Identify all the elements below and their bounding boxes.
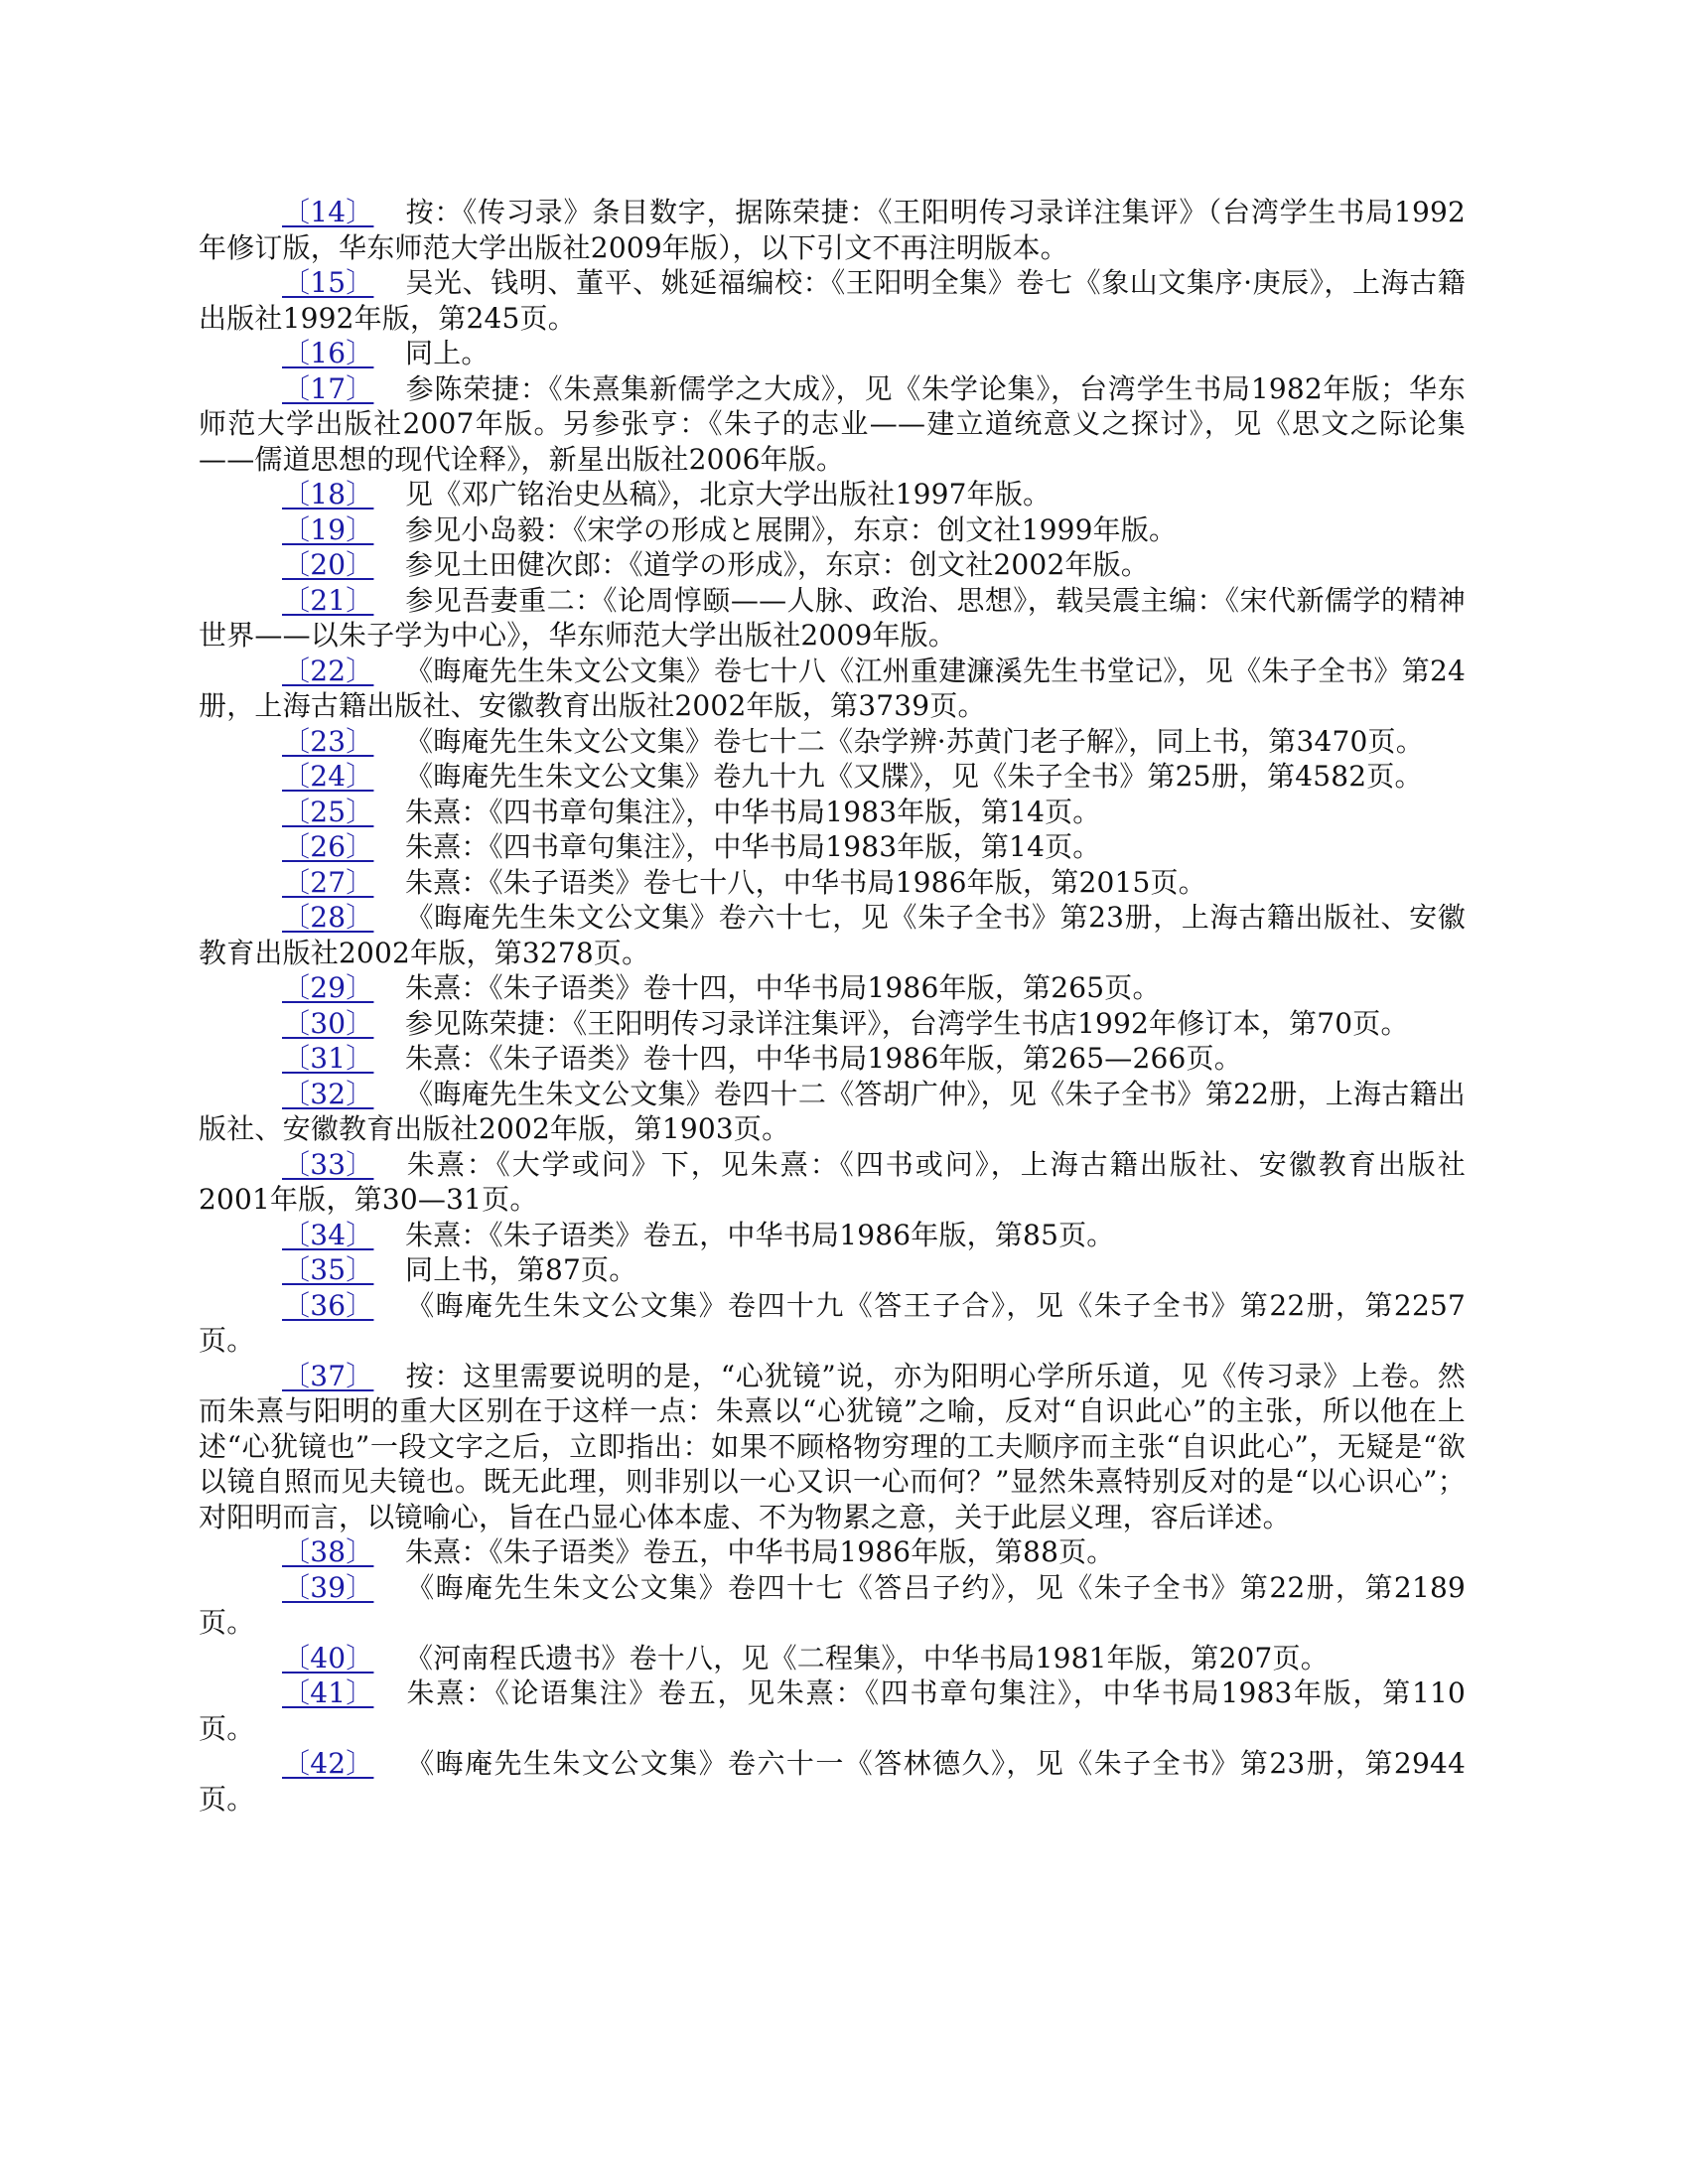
- footnote-ref-link[interactable]: 〔37〕: [282, 1359, 374, 1392]
- footnote-text: 见《邓广铭治史丛稿》，北京大学出版社1997年版。: [405, 478, 1052, 510]
- footnote: [199, 195, 1466, 265]
- footnote-ref-link[interactable]: 〔33〕: [282, 1147, 374, 1181]
- footnote: [199, 829, 1466, 865]
- footnote-text: 参见土田健次郎：《道学の形成》，东京：创文社2002年版。: [405, 548, 1150, 581]
- footnote-text: 《晦庵先生朱文公文集》卷七十八《江州重建濂溪先生书堂记》，见《朱子全书》第24册，上海古籍出版社、安徽教育出版社2002年版，第3739页。: [199, 654, 1466, 722]
- footnote: [199, 1077, 1466, 1147]
- footnote: [199, 1570, 1466, 1641]
- footnote-ref-link[interactable]: 〔24〕: [282, 760, 374, 793]
- footnote-ref-link[interactable]: 〔32〕: [282, 1077, 374, 1110]
- footnote-ref-link[interactable]: 〔40〕: [282, 1641, 374, 1674]
- footnote-ref-link[interactable]: 〔26〕: [282, 830, 374, 863]
- footnote-ref-link[interactable]: 〔34〕: [282, 1218, 374, 1251]
- footnote: [199, 1534, 1466, 1570]
- footnote-ref-link[interactable]: 〔42〕: [282, 1747, 374, 1780]
- footnote: [199, 1006, 1466, 1042]
- footnote: [199, 1641, 1466, 1676]
- footnote-ref-link[interactable]: 〔23〕: [282, 724, 374, 758]
- footnote-text: 《晦庵先生朱文公文集》卷七十二《杂学辨·苏黄门老子解》，同上书，第3470页。: [405, 724, 1424, 758]
- footnote: [199, 724, 1466, 760]
- footnote-text: 按：这里需要说明的是，“心犹镜”说，亦为阳明心学所乐道，见《传习录》上卷。然而朱熹与阳明的重大区别在于这样一点：朱熹以“心犹镜”之喻，反对“自识此心”的主张，所以他在上述“心犹镜也”一段文字之后，立即指出：如果不顾格物穷理的工夫顺序而主张“自识此心”，无疑是“欲以镜自照而见夫镜也。既无此理，则非别以一心又识一心而何？”显然朱熹特别反对的是“以心识心”；对阳明而言，以镜喻心，旨在凸显心体本虚、不为物累之意，关于此层义理，容后详述。: [199, 1359, 1466, 1533]
- footnote-ref-link[interactable]: 〔16〕: [282, 337, 374, 369]
- footnote: [199, 759, 1466, 795]
- footnote-text: 朱熹：《朱子语类》卷十四，中华书局1986年版，第265页。: [405, 971, 1161, 1004]
- footnote-ref-link[interactable]: 〔18〕: [282, 478, 374, 510]
- footnote-text: 朱熹：《论语集注》卷五，见朱熹：《四书章句集注》，中华书局1983年版，第110页。: [199, 1676, 1466, 1745]
- footnote-text: 《晦庵先生朱文公文集》卷九十九《又牒》，见《朱子全书》第25册，第4582页。: [405, 760, 1423, 793]
- footnote-ref-link[interactable]: 〔29〕: [282, 971, 374, 1004]
- footnote: [199, 371, 1466, 478]
- footnote: [199, 547, 1466, 583]
- footnote-text: 吴光、钱明、董平、姚延福编校：《王阳明全集》卷七《象山文集序·庚辰》，上海古籍出版社1992年版，第245页。: [199, 266, 1466, 335]
- footnote-text: 朱熹：《朱子语类》卷五，中华书局1986年版，第88页。: [405, 1535, 1115, 1568]
- footnote-text: 朱熹：《大学或问》下，见朱熹：《四书或问》，上海古籍出版社、安徽教育出版社2001年版，第30—31页。: [199, 1147, 1466, 1216]
- footnote-text: 《晦庵先生朱文公文集》卷六十七，见《朱子全书》第23册，上海古籍出版社、安徽教育出版社2002年版，第3278页。: [199, 901, 1466, 969]
- footnote-ref-link[interactable]: 〔31〕: [282, 1042, 374, 1075]
- footnote-text: 《晦庵先生朱文公文集》卷四十七《答吕子约》，见《朱子全书》第22册，第2189页。: [199, 1570, 1466, 1639]
- footnote-text: 朱熹：《四书章句集注》，中华书局1983年版，第14页。: [405, 830, 1101, 863]
- footnote: [199, 900, 1466, 970]
- footnote: [199, 512, 1466, 548]
- footnote: [199, 654, 1466, 724]
- footnote-ref-link[interactable]: 〔39〕: [282, 1570, 374, 1604]
- footnote-ref-link[interactable]: 〔27〕: [282, 865, 374, 899]
- footnote-text: 参见小岛毅：《宋学の形成と展開》，东京：创文社1999年版。: [405, 512, 1178, 546]
- footnote: [199, 1218, 1466, 1253]
- footnote: [199, 1746, 1466, 1817]
- footnote-text: 同上。: [405, 337, 490, 369]
- footnote-ref-link[interactable]: 〔19〕: [282, 512, 374, 546]
- footnotes-page: [199, 195, 1466, 1817]
- footnote: [199, 970, 1466, 1006]
- footnote-ref-link[interactable]: 〔15〕: [282, 266, 374, 299]
- footnote-text: 朱熹：《朱子语类》卷七十八，中华书局1986年版，第2015页。: [405, 865, 1206, 899]
- footnote-text: 参见吾妻重二：《论周惇颐——人脉、政治、思想》，载吴震主编：《宋代新儒学的精神世界——以朱子学为中心》，华东师范大学出版社2009年版。: [199, 583, 1466, 652]
- footnote: [199, 1288, 1466, 1359]
- footnote-ref-link[interactable]: 〔35〕: [282, 1253, 374, 1286]
- footnote: [199, 1147, 1466, 1218]
- footnote: [199, 795, 1466, 830]
- footnote-text: 同上书，第87页。: [405, 1253, 637, 1286]
- footnote-ref-link[interactable]: 〔20〕: [282, 548, 374, 581]
- footnote-text: 《晦庵先生朱文公文集》卷六十一《答林德久》，见《朱子全书》第23册，第2944页。: [199, 1747, 1466, 1816]
- footnote-ref-link[interactable]: 〔28〕: [282, 901, 374, 934]
- footnote-text: 《晦庵先生朱文公文集》卷四十二《答胡广仲》，见《朱子全书》第22册，上海古籍出版社、安徽教育出版社2002年版，第1903页。: [199, 1077, 1466, 1145]
- footnote-ref-link[interactable]: 〔36〕: [282, 1288, 374, 1322]
- footnote-text: 参见陈荣捷：《王阳明传习录详注集评》，台湾学生书店1992年修订本，第70页。: [405, 1006, 1409, 1040]
- footnote: [199, 1675, 1466, 1746]
- footnote-text: 《晦庵先生朱文公文集》卷四十九《答王子合》，见《朱子全书》第22册，第2257页。: [199, 1288, 1466, 1357]
- footnote-ref-link[interactable]: 〔30〕: [282, 1006, 374, 1040]
- footnote-text: 参陈荣捷：《朱熹集新儒学之大成》，见《朱学论集》，台湾学生书局1982年版；华东师范大学出版社2007年版。另参张亨：《朱子的志业——建立道统意义之探讨》，见《思文之际论集——儒道思想的现代诠释》，新星出版社2006年版。: [199, 371, 1466, 476]
- footnote: [199, 477, 1466, 512]
- footnote-text: 朱熹：《朱子语类》卷五，中华书局1986年版，第85页。: [405, 1218, 1115, 1251]
- footnote-text: 朱熹：《四书章句集注》，中华书局1983年版，第14页。: [405, 795, 1101, 828]
- footnote: [199, 336, 1466, 371]
- footnote: [199, 1041, 1466, 1077]
- footnote-ref-link[interactable]: 〔25〕: [282, 795, 374, 828]
- footnote-ref-link[interactable]: 〔21〕: [282, 583, 374, 617]
- footnote-text: 《河南程氏遗书》卷十八，见《二程集》，中华书局1981年版，第207页。: [405, 1641, 1329, 1674]
- footnote: [199, 865, 1466, 901]
- footnote-ref-link[interactable]: 〔17〕: [282, 371, 374, 405]
- footnote-ref-link[interactable]: 〔14〕: [282, 196, 374, 228]
- footnote: [199, 1252, 1466, 1288]
- footnote: [199, 265, 1466, 336]
- footnote-ref-link[interactable]: 〔38〕: [282, 1535, 374, 1568]
- footnote-ref-link[interactable]: 〔41〕: [282, 1676, 374, 1709]
- footnote-text: 按：《传习录》条目数字，据陈荣捷：《王阳明传习录详注集评》（台湾学生书局1992年修订版，华东师范大学出版社2009年版），以下引文不再注明版本。: [199, 196, 1466, 264]
- footnote: [199, 583, 1466, 654]
- footnote-ref-link[interactable]: 〔22〕: [282, 654, 374, 687]
- footnote-text: 朱熹：《朱子语类》卷十四，中华书局1986年版，第265—266页。: [405, 1042, 1242, 1075]
- footnote: [199, 1359, 1466, 1535]
